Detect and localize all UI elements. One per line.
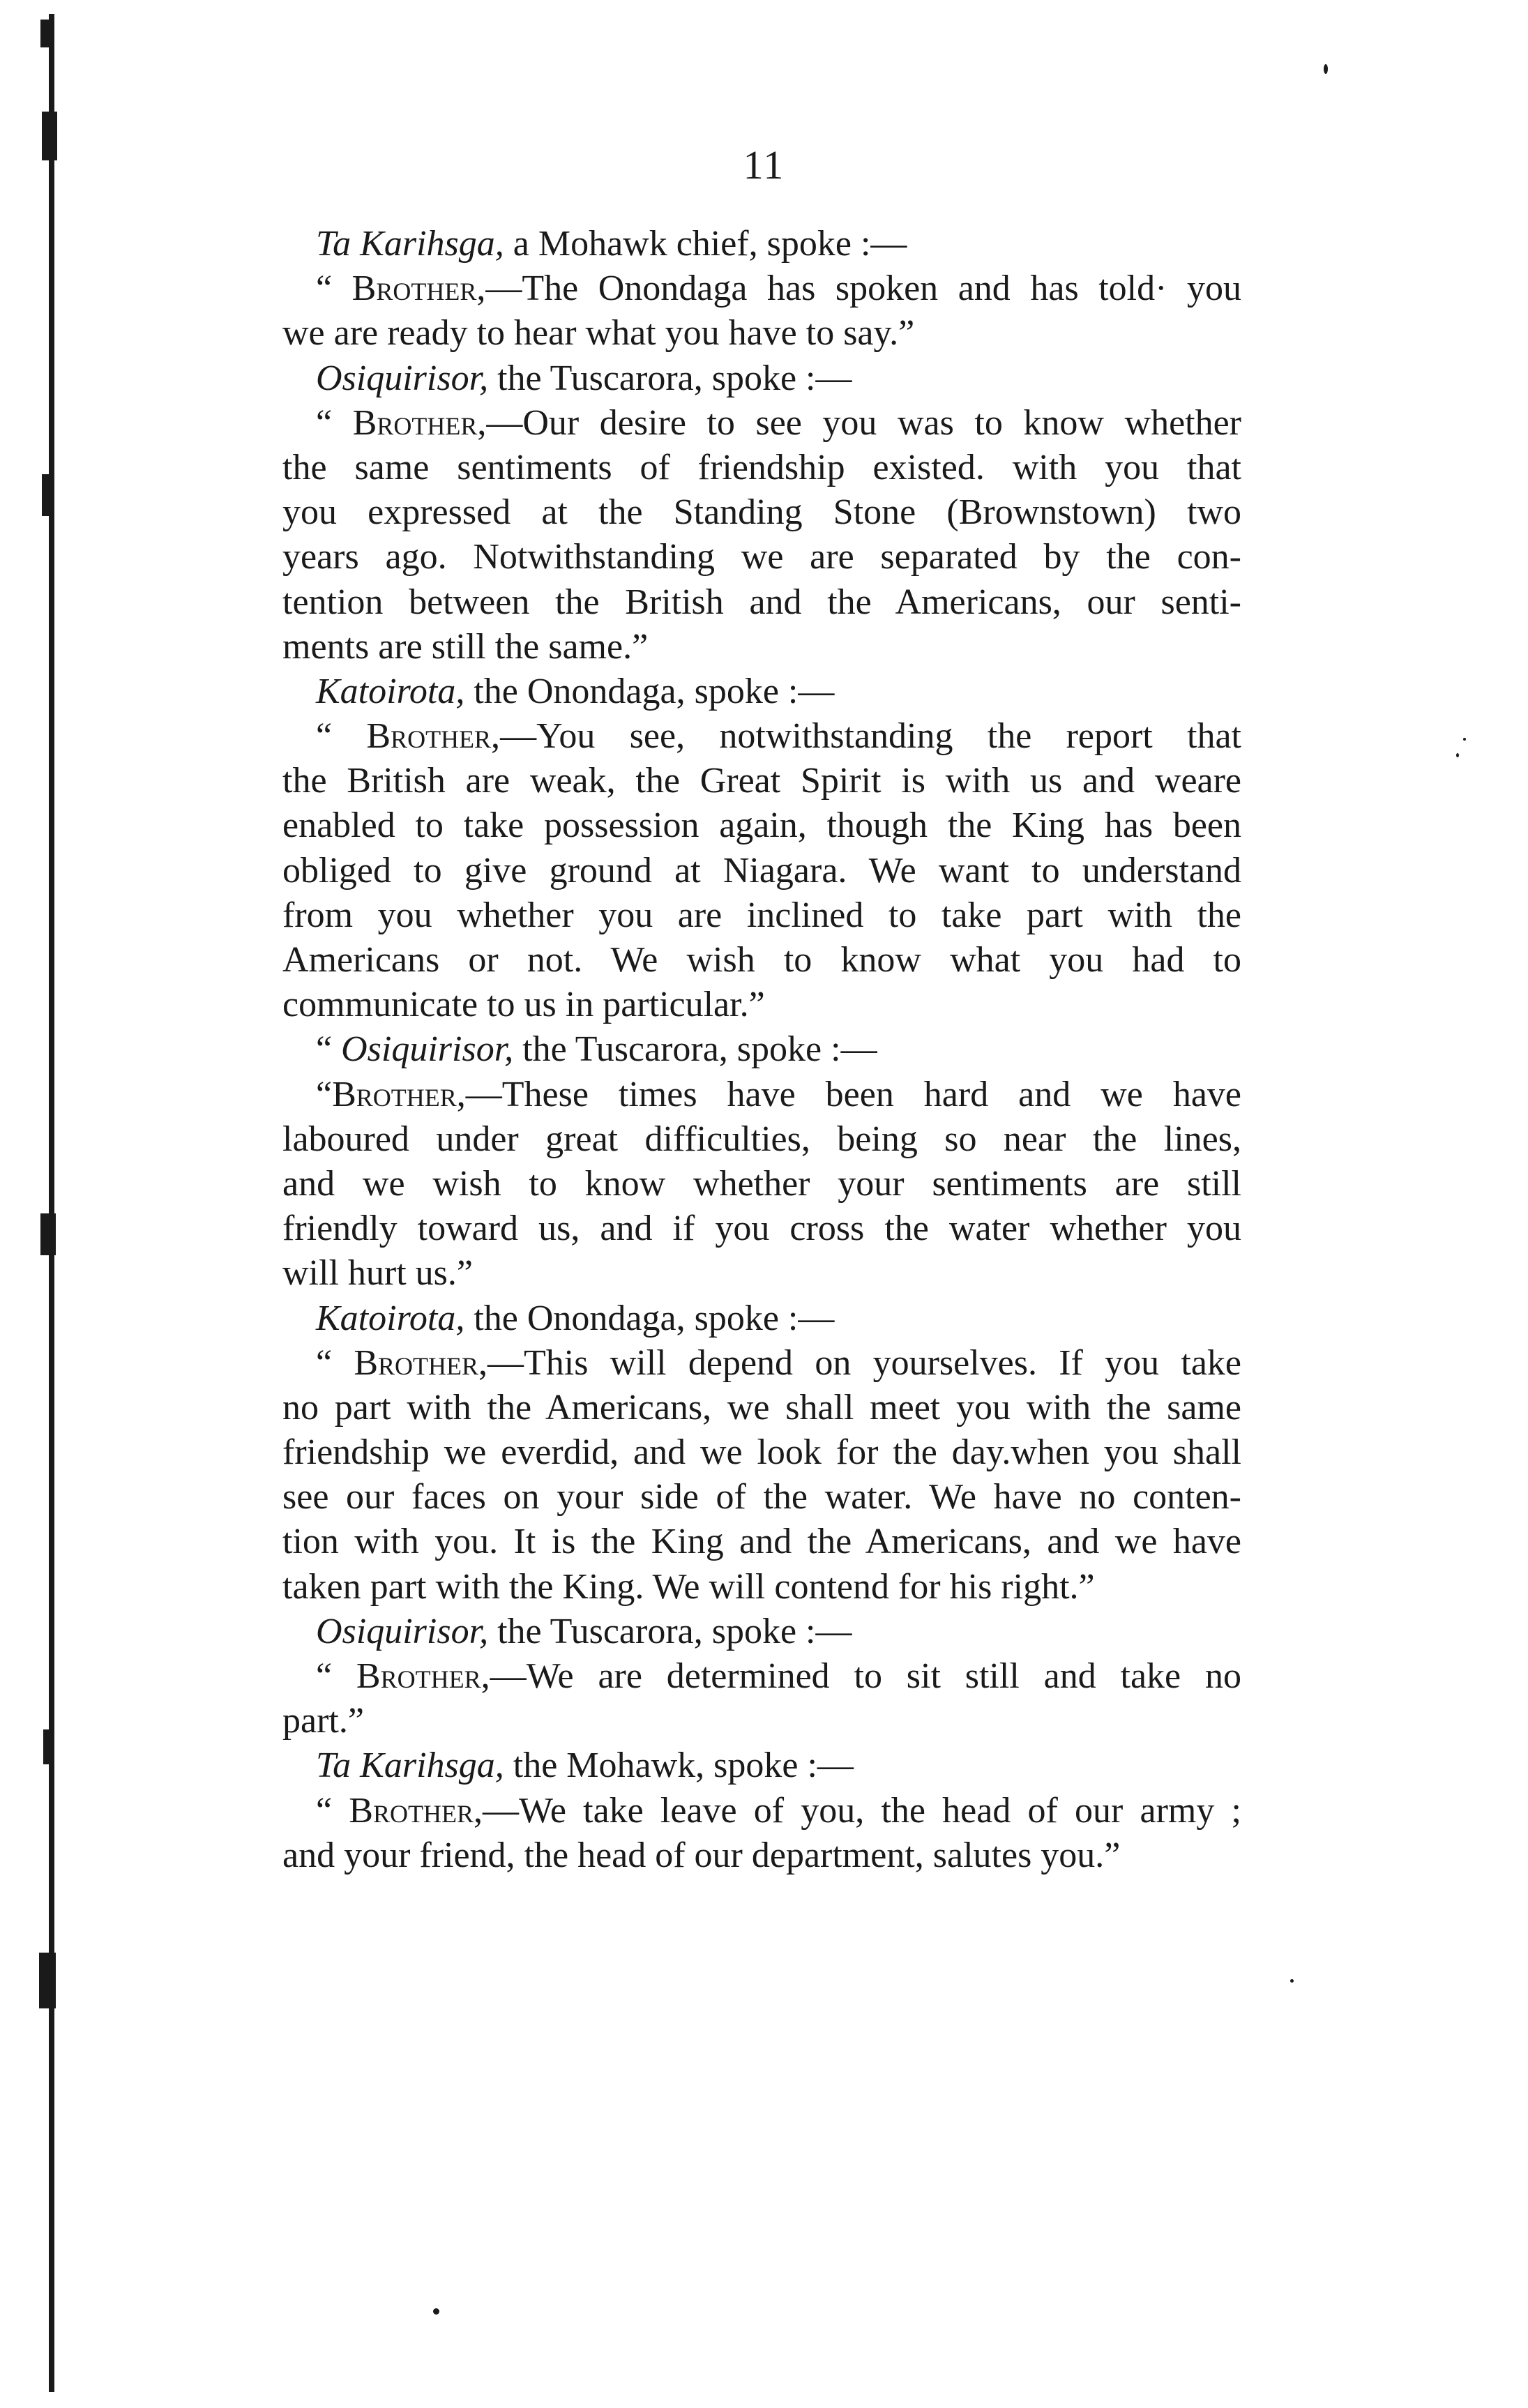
line-text: friendly toward us, and if you cross the water whether you <box>282 1209 1241 1249</box>
text-line <box>282 1789 1241 1833</box>
scan-speck <box>1463 738 1466 741</box>
line-text: the Onondaga, spoke :— <box>464 1298 835 1338</box>
text-line <box>282 1251 1241 1296</box>
line-text: see our faces on your side of the water. We have no conten- <box>282 1477 1241 1517</box>
line-text: Americans or not. We wish to know what you had to <box>282 940 1241 980</box>
line-text: —You see, notwithstanding the report that <box>500 716 1241 757</box>
salutation: Brother, <box>332 1074 466 1114</box>
line-text: and your friend, the head of our department, salutes you.” <box>282 1835 1121 1875</box>
text-line <box>282 311 1241 356</box>
line-text: no part with the Americans, we shall meet you with the same <box>282 1387 1241 1428</box>
line-text: —This will depend on yourselves. If you take <box>487 1342 1241 1383</box>
line-text: enabled to take possession again, though the King has been <box>282 805 1241 846</box>
opening-quote: “ <box>316 1656 356 1696</box>
page-number: 11 <box>743 142 785 188</box>
line-text: years ago. Notwithstanding we are separated by the con- <box>282 537 1241 577</box>
text-line <box>282 1833 1241 1878</box>
scan-speck <box>433 2308 439 2315</box>
text-line <box>282 1027 1241 1072</box>
salutation: Brother, <box>352 402 487 443</box>
opening-quote: “ <box>316 268 352 309</box>
line-text: from you whether you are inclined to take part with the <box>282 895 1241 935</box>
binding-edge <box>49 14 54 2392</box>
line-text: the Tuscarora, spoke :— <box>488 1611 852 1651</box>
line-text: —We take leave of you, the head of our army ; <box>482 1790 1241 1831</box>
text-line <box>282 625 1241 669</box>
line-text: the Onondaga, spoke :— <box>464 671 835 711</box>
text-line <box>282 356 1241 401</box>
binding-notch <box>42 474 53 516</box>
text-line <box>282 714 1241 759</box>
line-text: we are ready to hear what you have to say.” <box>282 313 915 354</box>
opening-quote: “ <box>316 1074 333 1114</box>
line-text: a Mohawk chief, spoke :— <box>504 224 907 264</box>
text-line <box>282 1610 1241 1654</box>
salutation: Brother, <box>366 716 501 757</box>
binding-notch <box>40 20 54 47</box>
line-text: the Tuscarora, spoke :— <box>488 358 852 398</box>
text-line <box>282 759 1241 803</box>
line-text: and we wish to know whether your sentiments are still <box>282 1163 1241 1204</box>
line-text: the Mohawk, spoke :— <box>504 1746 854 1786</box>
salutation: Brother, <box>356 1656 490 1696</box>
body-text <box>282 222 1241 1878</box>
binding-notch <box>39 1953 56 2008</box>
text-line <box>282 849 1241 893</box>
line-text: ments are still the same.” <box>282 626 649 667</box>
line-text: the same sentiments of friendship existed. with you that <box>282 447 1241 487</box>
text-line <box>282 1073 1241 1117</box>
line-text: laboured under great difficulties, being so near the lines, <box>282 1119 1241 1159</box>
scan-speck <box>1290 1979 1294 1983</box>
speaker-name: Ta Karihsga, <box>316 1746 504 1786</box>
line-text: taken part with the King. We will contend for his right.” <box>282 1566 1095 1607</box>
text-line <box>282 446 1241 490</box>
salutation: Brother, <box>349 1790 483 1831</box>
line-text: communicate to us in particular.” <box>282 985 765 1025</box>
line-text: tention between the British and the Americans, our senti- <box>282 582 1241 622</box>
text-line <box>282 222 1241 266</box>
text-line <box>282 266 1241 311</box>
text-line <box>282 1162 1241 1206</box>
text-line <box>282 1341 1241 1386</box>
line-text: —We are determined to sit still and take no <box>490 1656 1241 1696</box>
opening-quote: “ <box>316 1029 342 1070</box>
text-line <box>282 535 1241 580</box>
line-text: the Tuscarora, spoke :— <box>513 1029 877 1070</box>
text-line <box>282 1520 1241 1564</box>
text-line <box>282 669 1241 714</box>
text-line <box>282 1565 1241 1610</box>
text-line <box>282 1654 1241 1699</box>
speaker-name: Katoirota, <box>316 671 465 711</box>
text-line <box>282 803 1241 848</box>
text-line <box>282 983 1241 1027</box>
opening-quote: “ <box>316 402 353 443</box>
line-text: friendship we everdid, and we look for the day.when you shall <box>282 1432 1241 1473</box>
line-text: —The Onondaga has spoken and has told· you <box>485 268 1241 309</box>
line-text: tion with you. It is the King and the Americans, and we have <box>282 1522 1241 1562</box>
text-line <box>282 1296 1241 1341</box>
text-line <box>282 1430 1241 1475</box>
binding-notch <box>40 1213 56 1255</box>
binding-notch <box>43 1729 54 1764</box>
text-line <box>282 490 1241 535</box>
speaker-name: Osiquirisor, <box>316 358 489 398</box>
line-text: —These times have been hard and we have <box>465 1074 1241 1114</box>
text-line <box>282 1206 1241 1251</box>
line-text: part.” <box>282 1701 364 1741</box>
text-line <box>282 1117 1241 1162</box>
scan-speck <box>1456 753 1459 757</box>
speaker-name: Osiquirisor, <box>316 1611 489 1651</box>
text-line <box>282 1699 1241 1743</box>
text-line <box>282 893 1241 938</box>
text-line <box>282 580 1241 625</box>
text-line <box>282 401 1241 446</box>
text-line <box>282 1743 1241 1788</box>
line-text: obliged to give ground at Niagara. We want to understand <box>282 850 1241 891</box>
speaker-name: Ta Karihsga, <box>316 224 504 264</box>
speaker-name: Osiquirisor, <box>341 1029 514 1070</box>
salutation: Brother, <box>354 1342 488 1383</box>
scan-speck <box>1324 64 1328 74</box>
salutation: Brother, <box>351 268 486 309</box>
opening-quote: “ <box>316 1790 349 1831</box>
text-line <box>282 1475 1241 1520</box>
opening-quote: “ <box>316 716 367 757</box>
text-line <box>282 1386 1241 1430</box>
line-text: will hurt us.” <box>282 1253 473 1294</box>
text-line <box>282 938 1241 983</box>
line-text: you expressed at the Standing Stone (Brownstown) two <box>282 492 1241 533</box>
opening-quote: “ <box>316 1342 354 1383</box>
line-text: —Our desire to see you was to know whether <box>486 402 1241 443</box>
speaker-name: Katoirota, <box>316 1298 465 1338</box>
line-text: the British are weak, the Great Spirit is with us and weare <box>282 761 1241 801</box>
